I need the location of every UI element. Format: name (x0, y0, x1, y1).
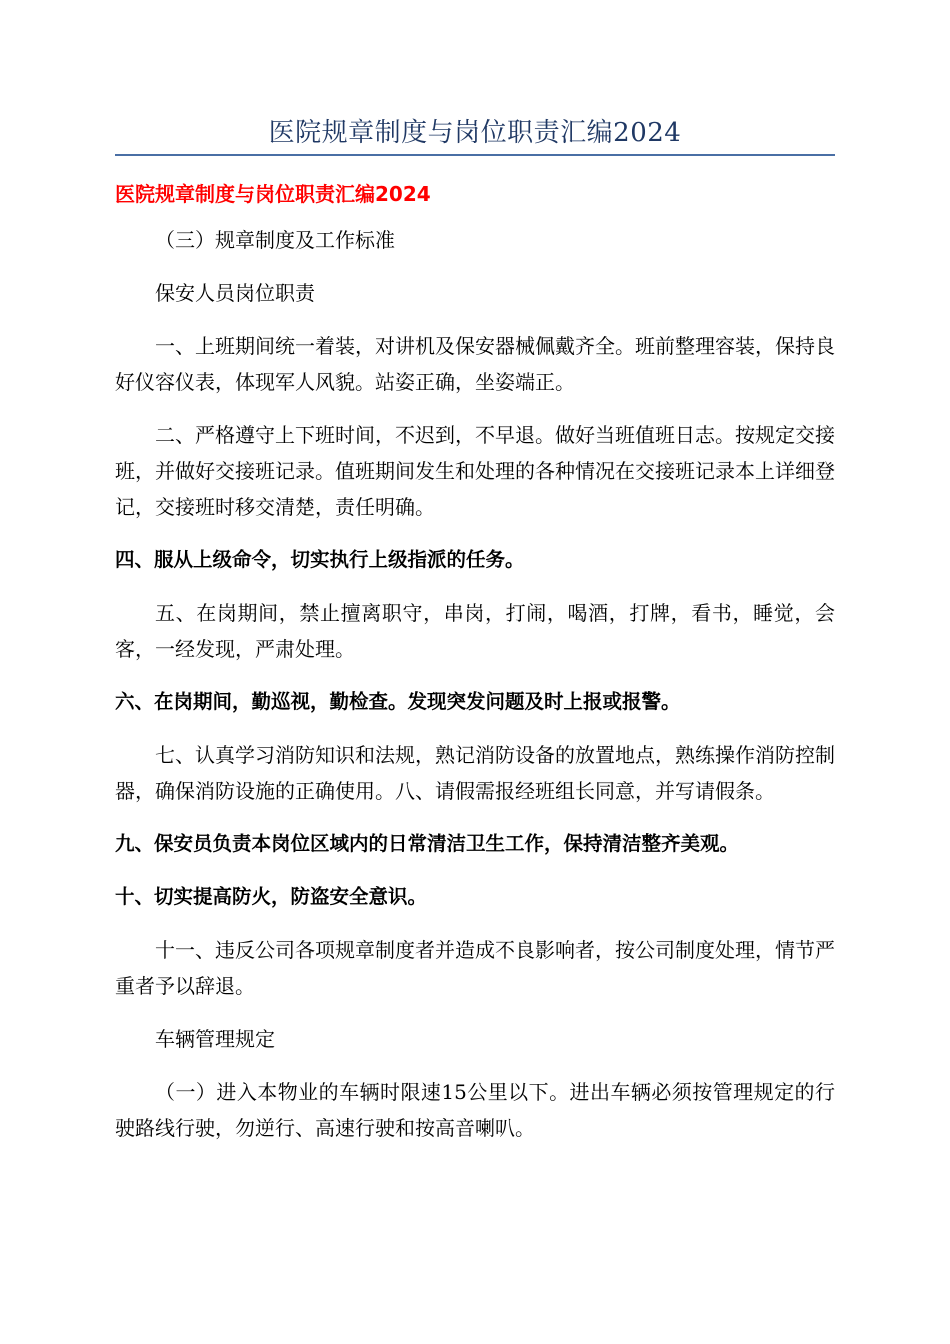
document-title: 医院规章制度与岗位职责汇编2024 (115, 182, 431, 206)
document-body (115, 174, 835, 1163)
paragraph-item-5: 五、在岗期间，禁止擅离职守，串岗，打闹，喝酒，打牌，看书，睡觉，会客，一经发现，严肃处理。 (115, 601, 835, 661)
paragraph-subheading-security-duties: 保安人员岗位职责 (155, 281, 315, 305)
paragraph-item-9: 九、保安员负责本岗位区域内的日常清洁卫生工作，保持清洁整齐美观。 (115, 832, 740, 855)
paragraph-item-4: 四、服从上级命令，切实执行上级指派的任务。 (115, 548, 525, 571)
paragraph-item-10: 十、切实提高防火，防盗安全意识。 (115, 885, 428, 908)
paragraph-item-2: 二、严格遵守上下班时间，不迟到，不早退。做好当班值班日志。按规定交接班，并做好交接班记录。值班期间发生和处理的各种情况在交接班记录本上详细登记，交接班时移交清楚，责任明确。 (115, 423, 835, 519)
paragraph-item-7-8: 七、认真学习消防知识和法规，熟记消防设备的放置地点，熟练操作消防控制器，确保消防设施的正确使用。八、请假需报经班组长同意，并写请假条。 (115, 743, 835, 803)
header-divider (115, 154, 835, 156)
paragraph-vehicle-item-1: （一）进入本物业的车辆时限速15公里以下。进出车辆必须按管理规定的行驶路线行驶，勿逆行、高速行驶和按高音喇叭。 (115, 1080, 835, 1140)
paragraph-item-1: 一、上班期间统一着装，对讲机及保安器械佩戴齐全。班前整理容装，保持良好仪容仪表，体现军人风貌。站姿正确，坐姿端正。 (115, 334, 835, 394)
page-header-title: 医院规章制度与岗位职责汇编2024 (268, 118, 682, 148)
paragraph-subheading-vehicle-rules: 车辆管理规定 (155, 1027, 275, 1051)
paragraph-item-11: 十一、违反公司各项规章制度者并造成不良影响者，按公司制度处理，情节严重者予以辞退。 (115, 938, 835, 998)
paragraph-section-heading: （三）规章制度及工作标准 (155, 228, 395, 252)
paragraph-item-6: 六、在岗期间，勤巡视，勤检查。发现突发问题及时上报或报警。 (115, 690, 681, 713)
